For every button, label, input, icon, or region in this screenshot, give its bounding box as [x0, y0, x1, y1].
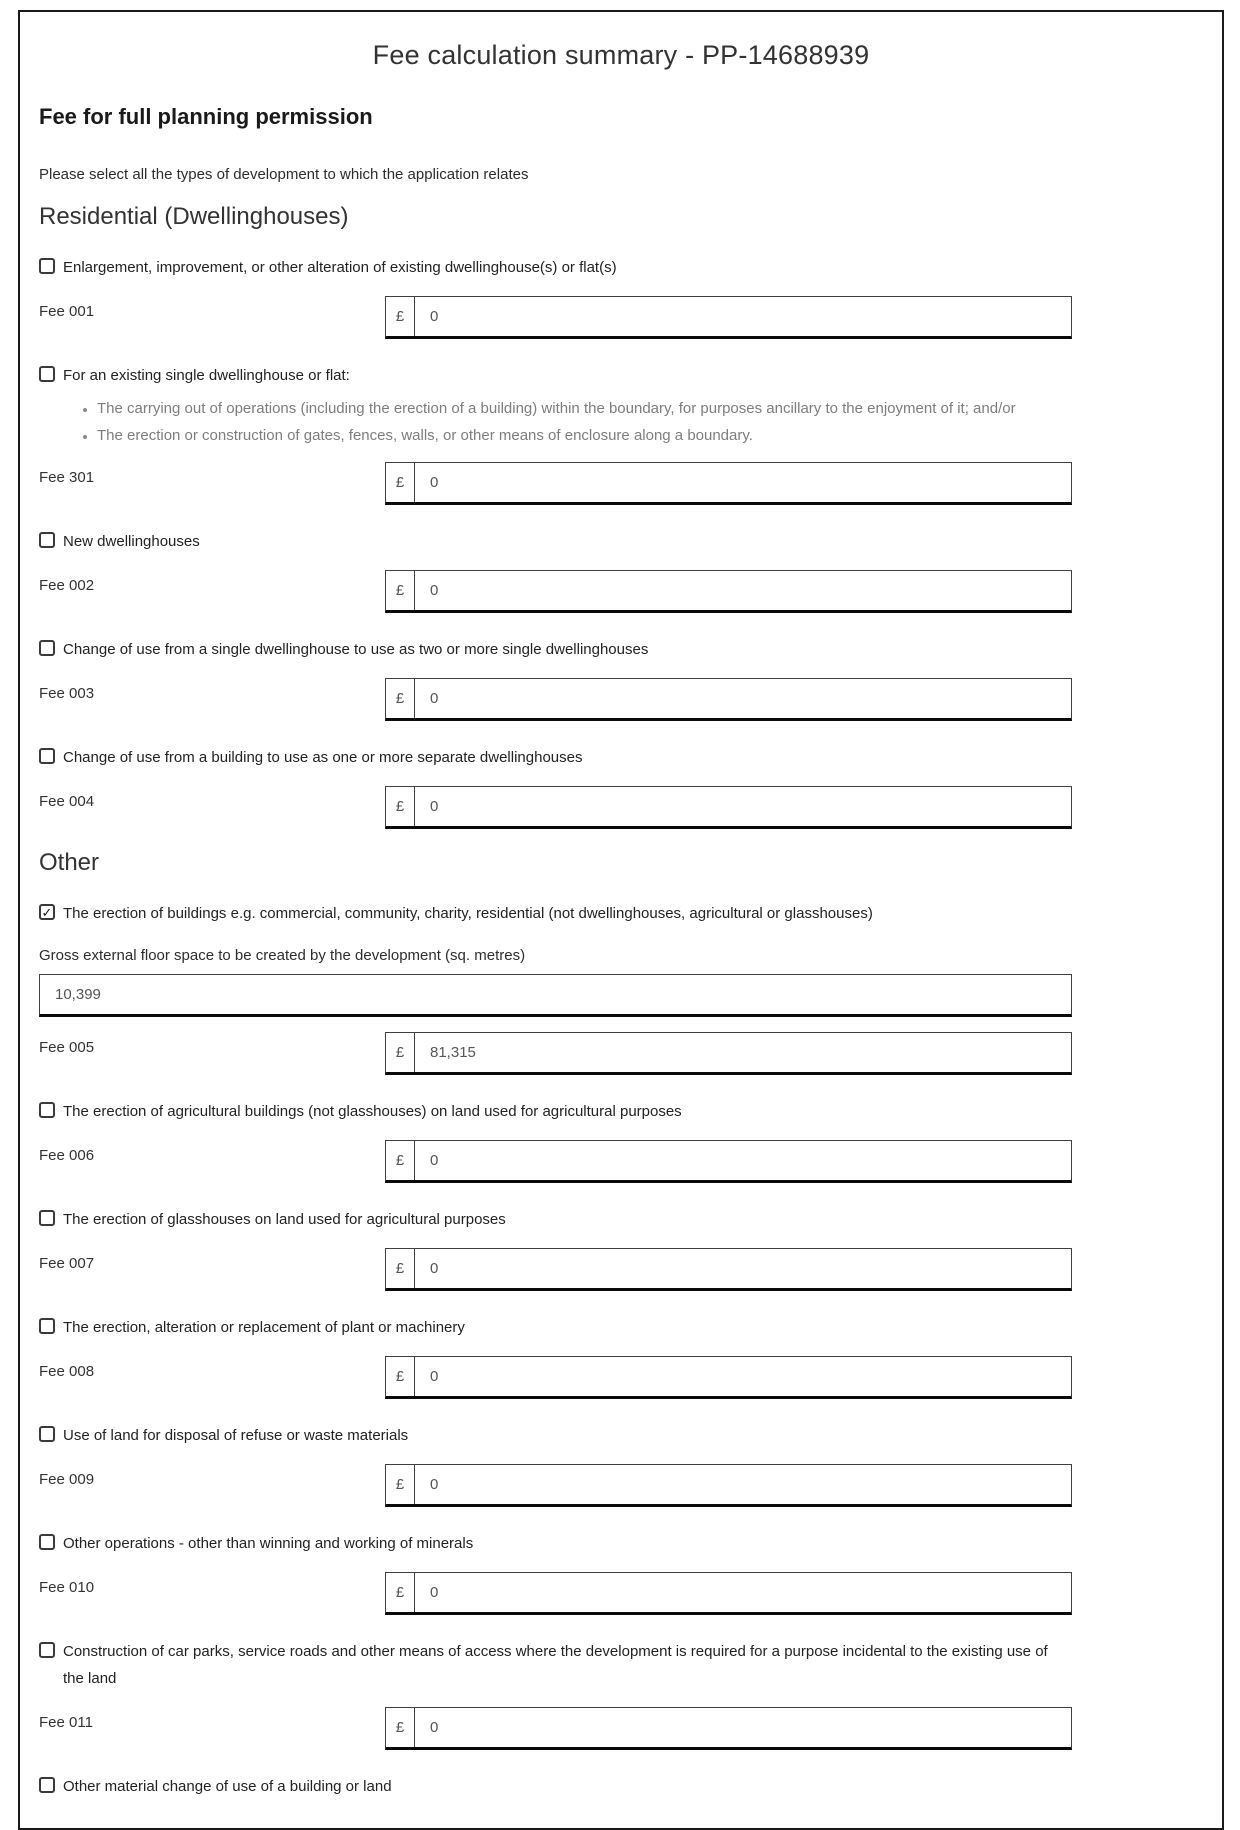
development-type-option[interactable] — [39, 639, 1049, 663]
currency-symbol: £ — [386, 1708, 415, 1747]
checkbox-label: New dwellinghouses — [63, 533, 200, 550]
fee-input-group — [385, 1032, 1072, 1075]
checkbox-label: The erection, alteration or replacement of plant or machinery — [63, 1319, 465, 1336]
fee-label: Fee 003 — [39, 685, 95, 702]
development-type-item — [39, 903, 1203, 1075]
fee-input-group — [385, 1572, 1072, 1615]
fee-amount-input[interactable] — [415, 1033, 1071, 1072]
development-type-option[interactable] — [39, 531, 1049, 555]
bullet-list — [39, 397, 1203, 447]
development-type-option[interactable] — [39, 257, 1049, 281]
checkbox-unchecked-icon[interactable] — [39, 748, 55, 764]
intro-text: Please select all the types of development to which the application relates — [39, 166, 529, 183]
development-type-item — [39, 257, 1203, 339]
fee-amount-input[interactable] — [415, 1708, 1071, 1747]
fee-summary-form — [18, 10, 1224, 1830]
fee-input-group — [385, 1248, 1072, 1291]
checkbox-unchecked-icon[interactable] — [39, 1777, 55, 1793]
section-heading: Other — [39, 849, 100, 876]
checkbox-unchecked-icon[interactable] — [39, 1102, 55, 1118]
fee-row — [39, 296, 1072, 339]
fee-row — [39, 1464, 1072, 1507]
checkbox-label: Other operations - other than winning and working of minerals — [63, 1535, 474, 1552]
checkbox-label: The erection of agricultural buildings (not glasshouses) on land used for agricultural purposes — [63, 1103, 682, 1120]
fee-input-group — [385, 1140, 1072, 1183]
development-type-item — [39, 1641, 1203, 1750]
currency-symbol: £ — [386, 679, 415, 718]
fee-amount-input[interactable] — [415, 1573, 1071, 1612]
checkbox-unchecked-icon[interactable] — [39, 1210, 55, 1226]
development-type-item — [39, 1425, 1203, 1507]
checkbox-label: Construction of car parks, service roads and other means of access where the development is required for a purpose incidental to the existing use of the land — [63, 1643, 1048, 1687]
checkbox-unchecked-icon[interactable] — [39, 1318, 55, 1334]
checkbox-unchecked-icon[interactable] — [39, 1534, 55, 1550]
development-type-item — [39, 1209, 1203, 1291]
development-type-option[interactable] — [39, 1641, 1049, 1692]
fee-input-group — [385, 1464, 1072, 1507]
currency-symbol: £ — [386, 1249, 415, 1288]
checkbox-unchecked-icon[interactable] — [39, 258, 55, 274]
fee-label: Fee 006 — [39, 1147, 95, 1164]
fee-row — [39, 1248, 1072, 1291]
development-type-item — [39, 1317, 1203, 1399]
section — [39, 203, 1203, 829]
fee-row — [39, 570, 1072, 613]
floor-space-label: Gross external floor space to be created by the development (sq. metres) — [39, 947, 526, 964]
fee-label: Fee 011 — [39, 1714, 93, 1731]
fee-label: Fee 004 — [39, 793, 95, 810]
currency-symbol: £ — [386, 1141, 415, 1180]
checkbox-unchecked-icon[interactable] — [39, 532, 55, 548]
fee-row — [39, 1032, 1072, 1075]
section — [39, 849, 1203, 1800]
checkbox-label: Other material change of use of a building or land — [63, 1778, 392, 1795]
fee-row — [39, 786, 1072, 829]
currency-symbol: £ — [386, 1465, 415, 1504]
page-title: Fee calculation summary - PP-14688939 — [372, 40, 870, 70]
currency-symbol: £ — [386, 297, 415, 336]
floor-space-input[interactable] — [39, 974, 1072, 1017]
currency-symbol: £ — [386, 1573, 415, 1612]
fee-label: Fee 010 — [39, 1579, 95, 1596]
checkbox-unchecked-icon[interactable] — [39, 366, 55, 382]
development-type-item — [39, 1101, 1203, 1183]
fee-input-group — [385, 1707, 1072, 1750]
development-type-option[interactable] — [39, 365, 1049, 389]
fee-row — [39, 678, 1072, 721]
checkbox-unchecked-icon[interactable] — [39, 1426, 55, 1442]
fee-label: Fee 007 — [39, 1255, 95, 1272]
fee-input-group — [385, 678, 1072, 721]
fee-amount-input[interactable] — [415, 297, 1071, 336]
currency-symbol: £ — [386, 1033, 415, 1072]
fee-amount-input[interactable] — [415, 571, 1071, 610]
currency-symbol: £ — [386, 1357, 415, 1396]
development-type-option[interactable] — [39, 1776, 1049, 1800]
bullet-item: • The carrying out of operations (including the erection of a building) within the boundary, for purposes ancillary to the enjoyment of it; and/or — [97, 397, 1203, 420]
fee-label: Fee 001 — [39, 303, 95, 320]
fee-label: Fee 005 — [39, 1039, 95, 1056]
fee-row — [39, 462, 1072, 505]
currency-symbol: £ — [386, 463, 415, 502]
fee-label: Fee 002 — [39, 577, 95, 594]
fee-label: Fee 301 — [39, 469, 95, 486]
currency-symbol: £ — [386, 571, 415, 610]
currency-symbol: £ — [386, 787, 415, 826]
development-type-option[interactable] — [39, 1533, 1049, 1557]
development-type-option[interactable] — [39, 1425, 1049, 1449]
fee-amount-input[interactable] — [415, 1249, 1071, 1288]
bullet-item: • The erection or construction of gates, fences, walls, or other means of enclosure along a boundary. — [97, 424, 1203, 447]
development-type-option[interactable] — [39, 1101, 1049, 1125]
checkbox-unchecked-icon[interactable] — [39, 640, 55, 656]
fee-row — [39, 1356, 1072, 1399]
fee-input-group — [385, 1356, 1072, 1399]
checkbox-label: Enlargement, improvement, or other alteration of existing dwellinghouse(s) or flat(s) — [63, 259, 617, 276]
development-type-item — [39, 365, 1203, 505]
development-type-option[interactable] — [39, 747, 1049, 771]
development-type-item — [39, 1776, 1203, 1800]
fee-amount-input[interactable] — [415, 1141, 1071, 1180]
fee-input-group — [385, 570, 1072, 613]
development-type-item — [39, 639, 1203, 721]
form-heading: Fee for full planning permission — [39, 104, 373, 129]
development-type-option[interactable] — [39, 1317, 1049, 1341]
fee-input-group — [385, 296, 1072, 339]
development-type-option[interactable] — [39, 903, 1049, 927]
checkbox-label: The erection of buildings e.g. commercial, community, charity, residential (not dwellinghouses, agricultural or glasshouses) — [63, 905, 873, 922]
fee-label: Fee 008 — [39, 1363, 95, 1380]
development-type-option[interactable] — [39, 1209, 1049, 1233]
fee-input-group — [385, 462, 1072, 505]
fee-amount-input[interactable] — [415, 1357, 1071, 1396]
fee-input-group — [385, 786, 1072, 829]
fee-amount-input[interactable] — [415, 463, 1071, 502]
checkbox-label: The erection of glasshouses on land used for agricultural purposes — [63, 1211, 506, 1228]
fee-amount-input[interactable] — [415, 787, 1071, 826]
checkbox-checked-icon[interactable]: ✓ — [39, 904, 55, 920]
sections-container — [39, 203, 1203, 1800]
development-type-item — [39, 531, 1203, 613]
fee-label: Fee 009 — [39, 1471, 95, 1488]
fee-amount-input[interactable] — [415, 679, 1071, 718]
checkbox-label: For an existing single dwellinghouse or flat: — [63, 367, 350, 384]
fee-row — [39, 1572, 1072, 1615]
checkbox-unchecked-icon[interactable] — [39, 1642, 55, 1658]
checkbox-label: Change of use from a single dwellinghouse to use as two or more single dwellinghouses — [63, 641, 649, 658]
fee-row — [39, 1707, 1072, 1750]
fee-row — [39, 1140, 1072, 1183]
checkbox-label: Use of land for disposal of refuse or waste materials — [63, 1427, 409, 1444]
development-type-item — [39, 747, 1203, 829]
fee-amount-input[interactable] — [415, 1465, 1071, 1504]
checkbox-label: Change of use from a building to use as one or more separate dwellinghouses — [63, 749, 583, 766]
development-type-item — [39, 1533, 1203, 1615]
section-heading: Residential (Dwellinghouses) — [39, 203, 349, 230]
